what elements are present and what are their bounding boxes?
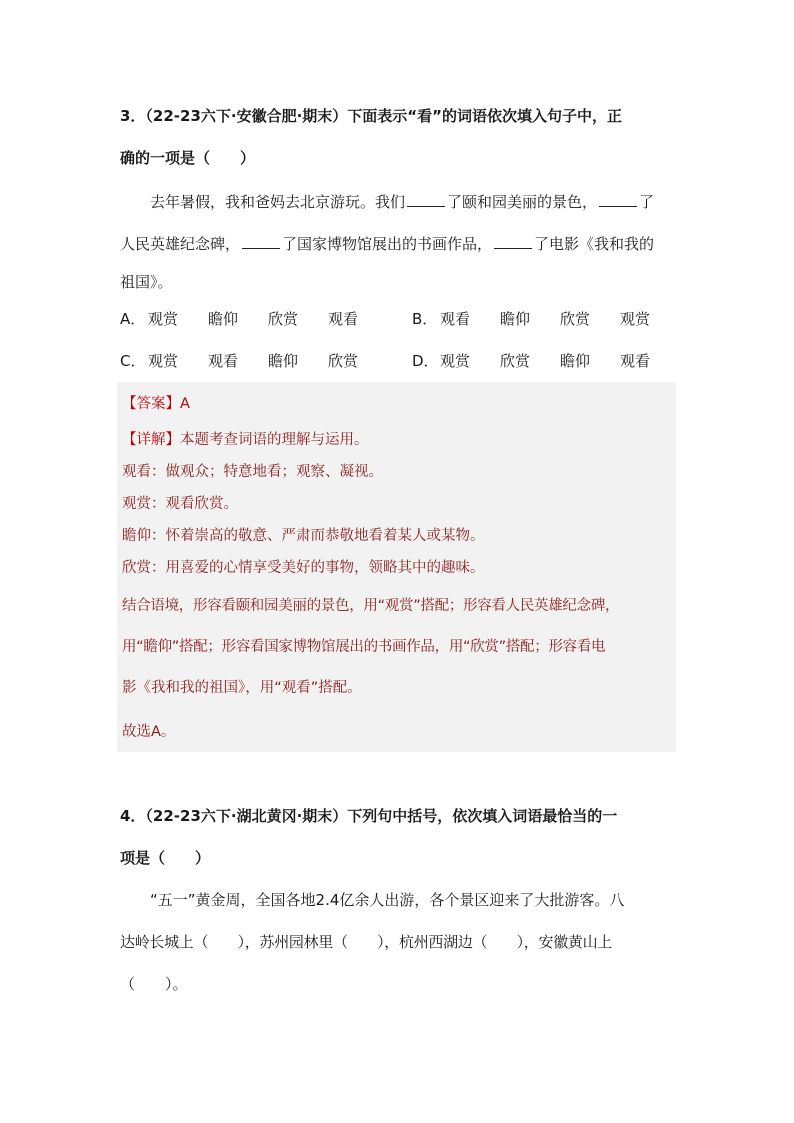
option-word: 欣赏 xyxy=(328,352,359,370)
q4-stem-text: “五一”黄金周，全国各地2.4亿余人出游，各个景区迎来了大批游客。八 xyxy=(150,891,625,909)
option-word: 观赏 xyxy=(148,352,179,370)
option-d xyxy=(412,350,680,371)
q4-stem-line1 xyxy=(120,880,676,921)
blank xyxy=(242,234,280,249)
detail-label: 【详解】 xyxy=(122,432,180,448)
q3-stem-text: 了 xyxy=(639,193,655,211)
answer-value: A xyxy=(180,396,190,412)
option-a xyxy=(120,308,388,329)
q3-stem-line2 xyxy=(120,224,676,265)
option-c xyxy=(120,350,388,371)
q3-stem-text: 人民英雄纪念碑， xyxy=(120,235,241,253)
option-word: 瞻仰 xyxy=(268,352,299,370)
option-b xyxy=(412,308,680,329)
detail-line xyxy=(122,424,678,456)
option-label: A． xyxy=(120,310,146,328)
definition-2: 观赏：观看欣赏。 xyxy=(122,496,238,512)
option-label: D． xyxy=(412,352,439,370)
q3-stem-text: 了颐和园美丽的景色， xyxy=(447,193,598,211)
option-word: 观看 xyxy=(208,352,239,370)
option-label: C． xyxy=(120,352,146,370)
q3-stem-line3: 祖国》。 xyxy=(120,273,173,291)
option-word: 观看 xyxy=(620,352,651,370)
q4-title-line1: 4．（22-23六下·湖北黄冈·期末）下列句中括号，依次填入词语最恰当的一 xyxy=(120,807,618,825)
option-word: 观赏 xyxy=(620,310,651,328)
q4-title-line2: 项是（ ） xyxy=(120,849,211,867)
q3-stem-text: 去年暑假，我和爸妈去北京游玩。我们 xyxy=(150,193,406,211)
q4-stem-line3: （ ）。 xyxy=(120,975,188,993)
option-word: 观赏 xyxy=(440,352,471,370)
option-word: 瞻仰 xyxy=(560,352,591,370)
explanation-line2: 用“瞻仰”搭配；形容看国家博物馆展出的书画作品，用“欣赏”搭配；形容看电 xyxy=(122,639,606,655)
q3-stem-text: 了国家博物馆展出的书画作品， xyxy=(282,235,493,253)
detail-text: 本题考查词语的理解与运用。 xyxy=(180,432,369,448)
answer-line xyxy=(122,384,678,425)
conclusion: 故选A。 xyxy=(122,724,176,740)
q4-stem-line2: 达岭长城上（ ），苏州园林里（ ），杭州西湖边（ ），安徽黄山上 xyxy=(120,933,613,951)
q3-stem-text: 了电影《我和我的 xyxy=(534,235,655,253)
blank xyxy=(407,192,445,207)
option-word: 观赏 xyxy=(148,310,179,328)
definition-3: 瞻仰：怀着崇高的敬意、严肃而恭敬地看着某人或某物。 xyxy=(122,528,485,544)
definition-4: 欣赏：用喜爱的心情享受美好的事物，领略其中的趣味。 xyxy=(122,560,485,576)
answer-label: 【答案】 xyxy=(122,396,180,412)
q3-title-line2: 确的一项是（ ） xyxy=(120,149,256,167)
explanation-line1: 结合语境，形容看颐和园美丽的景色，用“观赏”搭配；形容看人民英雄纪念碑， xyxy=(122,598,620,614)
blank xyxy=(599,192,637,207)
option-word: 瞻仰 xyxy=(500,310,531,328)
option-word: 欣赏 xyxy=(500,352,531,370)
q3-title-line1: 3．（22-23六下·安徽合肥·期末）下面表示“看”的词语依次填入句子中，正 xyxy=(120,107,623,125)
option-word: 瞻仰 xyxy=(208,310,239,328)
definition-1: 观看：做观众；特意地看；观察、凝视。 xyxy=(122,464,383,480)
option-word: 观看 xyxy=(328,310,359,328)
option-word: 观看 xyxy=(440,310,471,328)
option-word: 欣赏 xyxy=(560,310,591,328)
q3-stem-line1 xyxy=(120,182,676,223)
blank xyxy=(494,234,532,249)
option-label: B． xyxy=(412,310,438,328)
explanation-line3: 影《我和我的祖国》，用“观看”搭配。 xyxy=(122,680,362,696)
option-word: 欣赏 xyxy=(268,310,299,328)
